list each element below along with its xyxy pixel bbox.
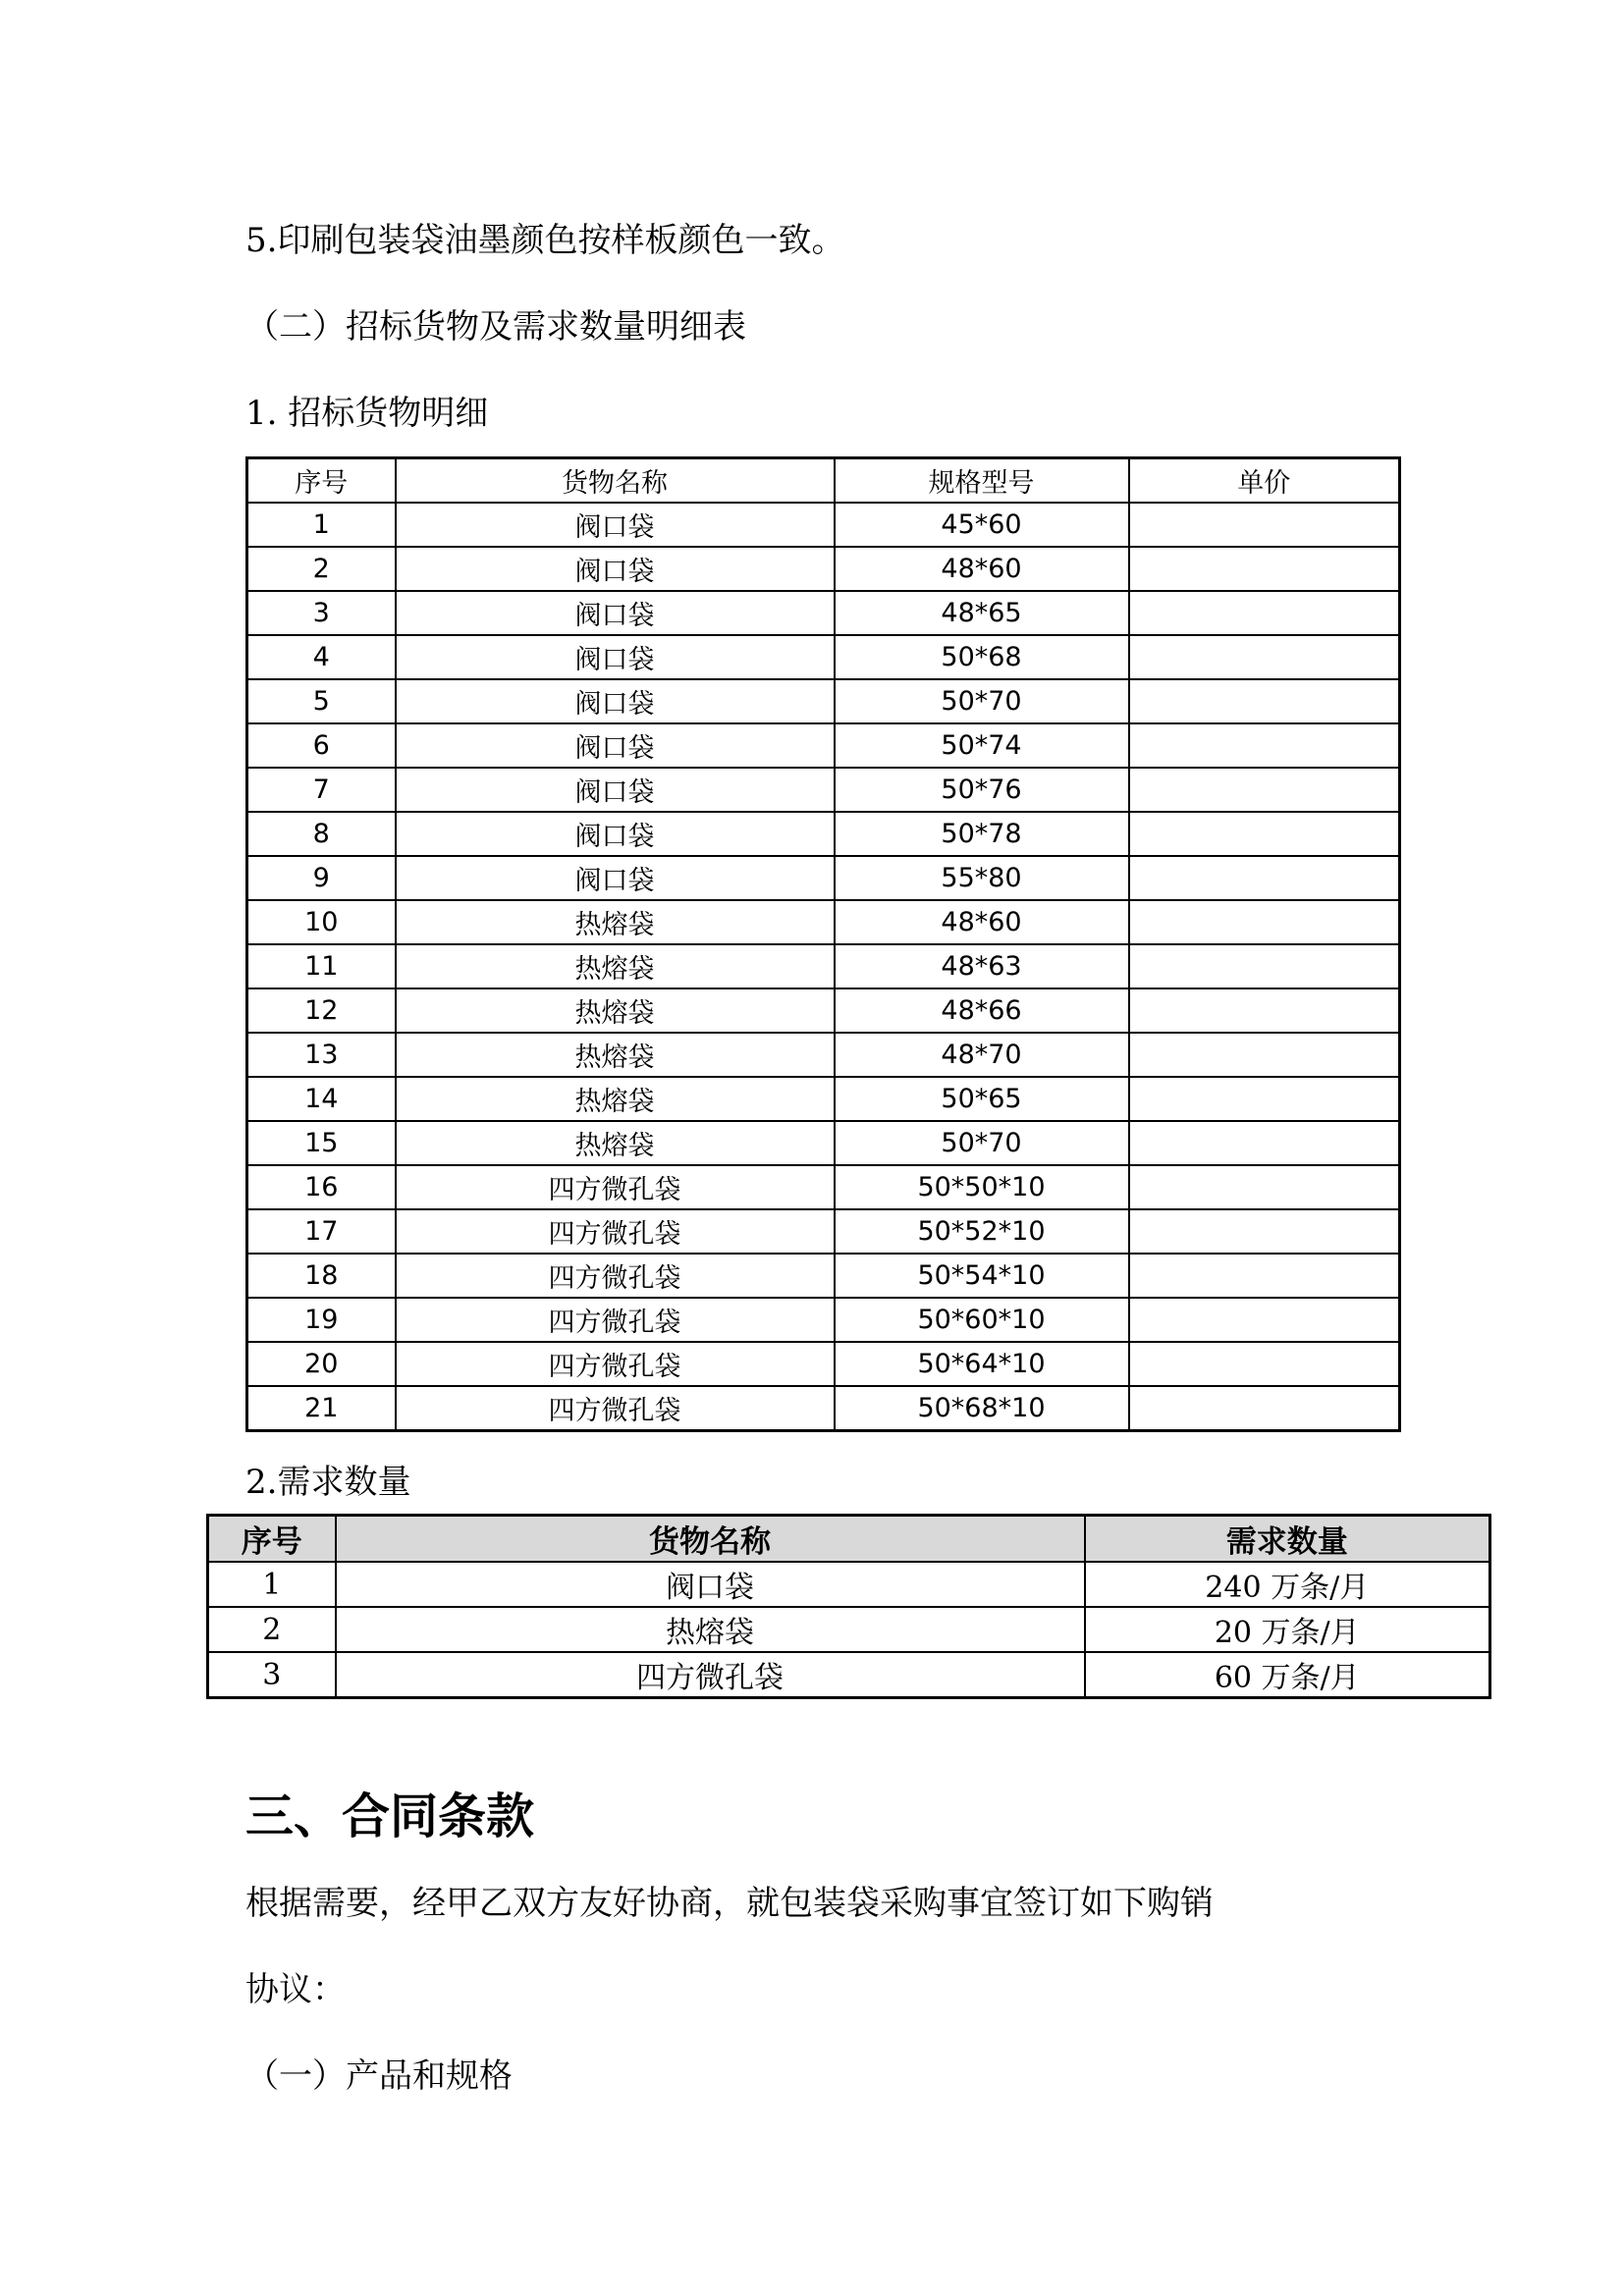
- table-row: [247, 1386, 1400, 1431]
- cell-name: 阀口袋: [336, 1562, 1085, 1607]
- cell-name: 阀口袋: [396, 723, 835, 768]
- table-row: [208, 1607, 1490, 1652]
- cell-name: 阀口袋: [396, 812, 835, 856]
- col-header-spec: 规格型号: [835, 458, 1129, 504]
- cell-spec: 50*54*10: [835, 1254, 1129, 1298]
- table-row: [247, 944, 1400, 988]
- table-row: [247, 635, 1400, 679]
- cell-spec: 50*78: [835, 812, 1129, 856]
- cell-spec: 45*60: [835, 503, 1129, 547]
- cell-index: 20: [247, 1342, 396, 1386]
- cell-index: 5: [247, 679, 396, 723]
- cell-name: 四方微孔袋: [396, 1209, 835, 1254]
- cell-name: 热熔袋: [396, 900, 835, 944]
- cell-index: 10: [247, 900, 396, 944]
- table-row: [247, 679, 1400, 723]
- cell-index: 3: [247, 591, 396, 635]
- cell-name: 阀口袋: [396, 679, 835, 723]
- table-row: [247, 812, 1400, 856]
- table-row: [247, 1254, 1400, 1298]
- cell-index: 21: [247, 1386, 396, 1431]
- cell-index: 8: [247, 812, 396, 856]
- clause-5-text: 5.印刷包装袋油墨颜色按样板颜色一致。: [245, 221, 845, 260]
- cell-price: [1129, 988, 1400, 1033]
- contract-intro-text-cont: 协议：: [245, 1970, 346, 2009]
- cell-name: 四方微孔袋: [396, 1386, 835, 1431]
- cell-spec: 50*60*10: [835, 1298, 1129, 1342]
- cell-price: [1129, 547, 1400, 591]
- goods-detail-title: 1. 招标货物明细: [245, 394, 489, 433]
- cell-name: 四方微孔袋: [396, 1298, 835, 1342]
- cell-index: 12: [247, 988, 396, 1033]
- cell-index: 16: [247, 1165, 396, 1209]
- cell-spec: 48*65: [835, 591, 1129, 635]
- cell-index: 3: [208, 1652, 336, 1698]
- cell-index: 11: [247, 944, 396, 988]
- table-header-row: [247, 458, 1400, 504]
- table-row: [247, 1298, 1400, 1342]
- cell-price: [1129, 1298, 1400, 1342]
- cell-spec: 50*50*10: [835, 1165, 1129, 1209]
- cell-price: [1129, 812, 1400, 856]
- table-row: [247, 1165, 1400, 1209]
- cell-price: [1129, 1121, 1400, 1165]
- cell-price: [1129, 723, 1400, 768]
- cell-index: 2: [247, 547, 396, 591]
- cell-index: 14: [247, 1077, 396, 1121]
- cell-name: 阀口袋: [396, 635, 835, 679]
- cell-name: 四方微孔袋: [396, 1342, 835, 1386]
- cell-name: 阀口袋: [396, 768, 835, 812]
- cell-name: 阀口袋: [396, 856, 835, 900]
- cell-name: 热熔袋: [396, 944, 835, 988]
- cell-spec: 48*60: [835, 900, 1129, 944]
- col-header-index: 序号: [247, 458, 396, 504]
- cell-spec: 48*70: [835, 1033, 1129, 1077]
- cell-price: [1129, 1165, 1400, 1209]
- table-row: [247, 900, 1400, 944]
- table-row: [247, 547, 1400, 591]
- cell-spec: 50*74: [835, 723, 1129, 768]
- cell-index: 2: [208, 1607, 336, 1652]
- cell-index: 9: [247, 856, 396, 900]
- contract-intro-text: 根据需要，经甲乙双方友好协商，就包装袋采购事宜签订如下购销: [245, 1884, 1214, 1923]
- cell-spec: 50*68: [835, 635, 1129, 679]
- cell-name: 热熔袋: [396, 988, 835, 1033]
- cell-price: [1129, 944, 1400, 988]
- table-header-row: [208, 1516, 1490, 1563]
- cell-name: 热熔袋: [396, 1033, 835, 1077]
- table-row: [208, 1652, 1490, 1698]
- table-row: [208, 1562, 1490, 1607]
- cell-price: [1129, 900, 1400, 944]
- cell-price: [1129, 591, 1400, 635]
- table-row: [247, 1209, 1400, 1254]
- cell-price: [1129, 1342, 1400, 1386]
- section-3-heading: 三、合同条款: [245, 1789, 535, 1844]
- cell-price: [1129, 1254, 1400, 1298]
- cell-spec: 48*63: [835, 944, 1129, 988]
- cell-price: [1129, 1077, 1400, 1121]
- cell-index: 17: [247, 1209, 396, 1254]
- cell-price: [1129, 768, 1400, 812]
- cell-price: [1129, 679, 1400, 723]
- col-header-price: 单价: [1129, 458, 1400, 504]
- table-row: [247, 1121, 1400, 1165]
- cell-index: 6: [247, 723, 396, 768]
- cell-spec: 50*76: [835, 768, 1129, 812]
- cell-price: [1129, 856, 1400, 900]
- cell-name: 阀口袋: [396, 547, 835, 591]
- cell-price: [1129, 1209, 1400, 1254]
- cell-name: 四方微孔袋: [336, 1652, 1085, 1698]
- cell-spec: 48*60: [835, 547, 1129, 591]
- col-header-name: 货物名称: [396, 458, 835, 504]
- cell-name: 热熔袋: [396, 1077, 835, 1121]
- cell-index: 18: [247, 1254, 396, 1298]
- cell-index: 13: [247, 1033, 396, 1077]
- cell-quantity: 240 万条/月: [1085, 1562, 1490, 1607]
- cell-index: 15: [247, 1121, 396, 1165]
- cell-index: 1: [208, 1562, 336, 1607]
- table-row: [247, 768, 1400, 812]
- cell-name: 阀口袋: [396, 591, 835, 635]
- cell-spec: 50*64*10: [835, 1342, 1129, 1386]
- cell-index: 4: [247, 635, 396, 679]
- quantity-title: 2.需求数量: [245, 1463, 411, 1502]
- cell-name: 阀口袋: [396, 503, 835, 547]
- cell-spec: 50*52*10: [835, 1209, 1129, 1254]
- cell-price: [1129, 635, 1400, 679]
- cell-price: [1129, 503, 1400, 547]
- cell-quantity: 60 万条/月: [1085, 1652, 1490, 1698]
- table-row: [247, 988, 1400, 1033]
- cell-index: 1: [247, 503, 396, 547]
- col-header-quantity: 需求数量: [1085, 1516, 1490, 1563]
- cell-price: [1129, 1033, 1400, 1077]
- cell-spec: 50*68*10: [835, 1386, 1129, 1431]
- cell-name: 热熔袋: [336, 1607, 1085, 1652]
- subsection-1-title: （一）产品和规格: [245, 2056, 513, 2096]
- cell-name: 热熔袋: [396, 1121, 835, 1165]
- cell-spec: 55*80: [835, 856, 1129, 900]
- table-row: [247, 856, 1400, 900]
- table-row: [247, 503, 1400, 547]
- col-header-name: 货物名称: [336, 1516, 1085, 1563]
- table-row: [247, 591, 1400, 635]
- table-row: [247, 1077, 1400, 1121]
- section-2-title: （二）招标货物及需求数量明细表: [245, 307, 746, 347]
- cell-quantity: 20 万条/月: [1085, 1607, 1490, 1652]
- cell-spec: 50*70: [835, 1121, 1129, 1165]
- cell-spec: 50*70: [835, 679, 1129, 723]
- quantity-table: [206, 1514, 1491, 1699]
- cell-spec: 48*66: [835, 988, 1129, 1033]
- cell-spec: 50*65: [835, 1077, 1129, 1121]
- cell-price: [1129, 1386, 1400, 1431]
- cell-name: 四方微孔袋: [396, 1254, 835, 1298]
- cell-index: 7: [247, 768, 396, 812]
- cell-name: 四方微孔袋: [396, 1165, 835, 1209]
- col-header-index: 序号: [208, 1516, 336, 1563]
- goods-detail-table: [245, 456, 1401, 1432]
- cell-index: 19: [247, 1298, 396, 1342]
- table-row: [247, 1033, 1400, 1077]
- table-row: [247, 723, 1400, 768]
- table-row: [247, 1342, 1400, 1386]
